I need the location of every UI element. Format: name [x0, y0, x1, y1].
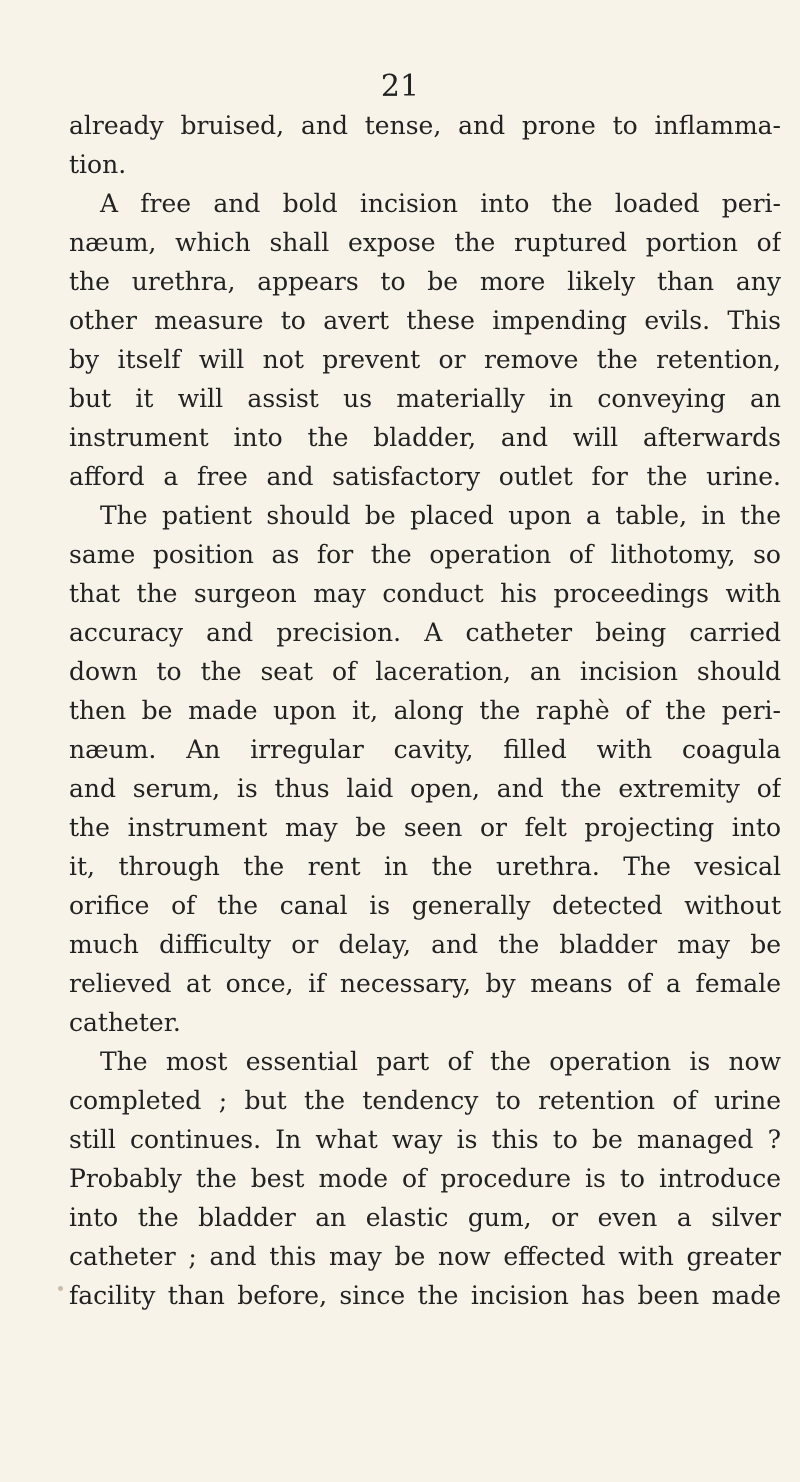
text-line: tion.	[69, 150, 127, 179]
text-line: facility than before, since the incision has been made	[69, 1281, 781, 1310]
text-line: næum. An irregular cavity, filled with coagula	[69, 735, 781, 764]
text-line: næum, which shall expose the ruptured portion of	[69, 228, 781, 257]
text-line: catheter.	[69, 1008, 181, 1037]
text-line: then be made upon it, along the raphè of the peri-	[69, 696, 781, 725]
text-line: already bruised, and tense, and prone to inflamma-	[69, 111, 781, 140]
page-text	[69, 106, 781, 1315]
text-line: instrument into the bladder, and will afterwards	[69, 423, 781, 452]
ink-speck	[58, 1286, 63, 1291]
text-line: into the bladder an elastic gum, or even a silver	[69, 1203, 781, 1232]
text-line: The most essential part of the operation is now	[100, 1047, 781, 1076]
text-line: orifice of the canal is generally detected without	[69, 891, 781, 920]
text-line: that the surgeon may conduct his proceedings with	[69, 579, 781, 608]
text-line: down to the seat of laceration, an incision should	[69, 657, 781, 686]
text-line: relieved at once, if necessary, by means of a female	[69, 969, 781, 998]
text-line: the instrument may be seen or felt projecting into	[69, 813, 781, 842]
page-number: 21	[380, 69, 420, 104]
text-line: by itself will not prevent or remove the retention,	[69, 345, 781, 374]
text-line: completed ; but the tendency to retention of urine	[69, 1086, 781, 1115]
text-line: other measure to avert these impending evils. This	[69, 306, 781, 335]
text-line: accuracy and precision. A catheter being carried	[69, 618, 781, 647]
text-line: Probably the best mode of procedure is to introduce	[69, 1164, 781, 1193]
text-line: same position as for the operation of lithotomy, so	[69, 540, 781, 569]
text-line: the urethra, appears to be more likely than any	[69, 267, 781, 296]
text-line: The patient should be placed upon a table, in the	[100, 501, 781, 530]
text-line: much difficulty or delay, and the bladder may be	[69, 930, 781, 959]
text-line: but it will assist us materially in conveying an	[69, 384, 781, 413]
text-line: catheter ; and this may be now effected with greater	[69, 1242, 781, 1271]
text-line: it, through the rent in the urethra. The vesical	[69, 852, 781, 881]
text-line: and serum, is thus laid open, and the extremity of	[69, 774, 781, 803]
text-line: A free and bold incision into the loaded peri-	[100, 189, 781, 218]
text-line: afford a free and satisfactory outlet for the urine.	[69, 462, 781, 491]
text-line: still continues. In what way is this to be managed ?	[69, 1125, 781, 1154]
